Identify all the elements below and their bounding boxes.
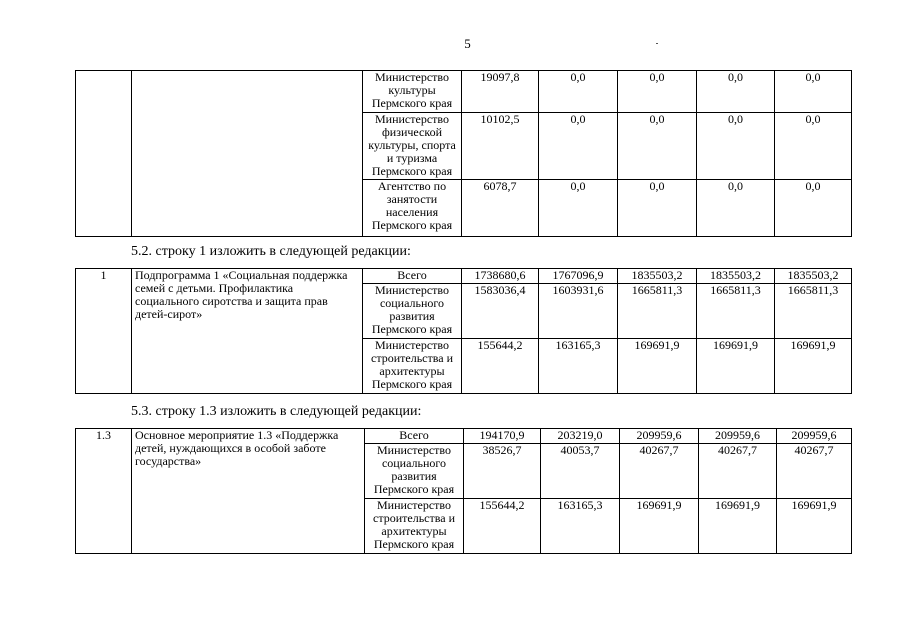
value-cell: 0,0: [697, 180, 775, 237]
source-cell: Агентство по занятости населения Пермского края: [363, 180, 462, 237]
value-cell: 0,0: [775, 113, 852, 180]
value-cell: 169691,9: [620, 499, 699, 554]
row-number-cell: 1.3: [76, 429, 132, 554]
source-cell: Министерство строительства и архитектуры Пермского края: [363, 339, 462, 394]
row-name-cell: Основное мероприятие 1.3 «Поддержка детей, нуждающихся в особой заботе государства»: [132, 429, 365, 554]
value-cell: 1583036,4: [462, 284, 539, 339]
value-cell: 19097,8: [462, 71, 539, 113]
value-cell: 169691,9: [775, 339, 852, 394]
row-number-cell: 1: [76, 269, 132, 394]
value-cell: 0,0: [618, 113, 697, 180]
page-number: 5: [464, 36, 471, 51]
table-row: [76, 429, 852, 444]
source-cell: Министерство социального развития Пермского края: [363, 284, 462, 339]
value-cell: 1835503,2: [697, 269, 775, 284]
value-cell: 155644,2: [462, 339, 539, 394]
value-cell: 163165,3: [539, 339, 618, 394]
value-cell: 155644,2: [464, 499, 541, 554]
scan-speck: [656, 43, 658, 44]
value-cell: 40267,7: [620, 444, 699, 499]
value-cell: 1603931,6: [539, 284, 618, 339]
section-5-2-table: [75, 268, 852, 394]
source-cell: Всего: [365, 429, 464, 444]
table-row: [76, 71, 852, 113]
source-cell: Министерство физической культуры, спорта и туризма Пермского края: [363, 113, 462, 180]
value-cell: 0,0: [697, 71, 775, 113]
source-cell: Министерство социального развития Пермского края: [365, 444, 464, 499]
value-cell: 169691,9: [699, 499, 777, 554]
value-cell: 40053,7: [541, 444, 620, 499]
value-cell: 40267,7: [699, 444, 777, 499]
value-cell: 0,0: [539, 180, 618, 237]
value-cell: 6078,7: [462, 180, 539, 237]
value-cell: 40267,7: [777, 444, 852, 499]
continuation-table: [75, 70, 852, 237]
value-cell: 209959,6: [620, 429, 699, 444]
section-5-2-heading: 5.2. строку 1 изложить в следующей редакции:: [131, 244, 411, 259]
value-cell: 1835503,2: [775, 269, 852, 284]
value-cell: 1738680,6: [462, 269, 539, 284]
value-cell: 163165,3: [541, 499, 620, 554]
value-cell: 0,0: [775, 180, 852, 237]
section-5-3-heading: 5.3. строку 1.3 изложить в следующей редакции:: [131, 404, 422, 419]
source-cell: Министерство культуры Пермского края: [363, 71, 462, 113]
source-cell: Министерство строительства и архитектуры Пермского края: [365, 499, 464, 554]
value-cell: 0,0: [775, 71, 852, 113]
row-name-cell: [132, 71, 363, 237]
value-cell: 209959,6: [699, 429, 777, 444]
value-cell: 1767096,9: [539, 269, 618, 284]
value-cell: 10102,5: [462, 113, 539, 180]
row-name-cell: Подпрограмма 1 «Социальная поддержка семей с детьми. Профилактика социального сиротства и защита прав детей-сирот»: [132, 269, 363, 394]
value-cell: 1665811,3: [697, 284, 775, 339]
source-cell: Всего: [363, 269, 462, 284]
value-cell: 169691,9: [618, 339, 697, 394]
section-5-3-table: [75, 428, 852, 554]
value-cell: 38526,7: [464, 444, 541, 499]
value-cell: 1835503,2: [618, 269, 697, 284]
table-row: [76, 269, 852, 284]
value-cell: 0,0: [618, 180, 697, 237]
value-cell: 1665811,3: [618, 284, 697, 339]
value-cell: 1665811,3: [775, 284, 852, 339]
row-number-cell: [76, 71, 132, 237]
value-cell: 209959,6: [777, 429, 852, 444]
value-cell: 0,0: [539, 71, 618, 113]
value-cell: 0,0: [618, 71, 697, 113]
value-cell: 0,0: [697, 113, 775, 180]
value-cell: 194170,9: [464, 429, 541, 444]
value-cell: 169691,9: [697, 339, 775, 394]
value-cell: 0,0: [539, 113, 618, 180]
value-cell: 203219,0: [541, 429, 620, 444]
value-cell: 169691,9: [777, 499, 852, 554]
